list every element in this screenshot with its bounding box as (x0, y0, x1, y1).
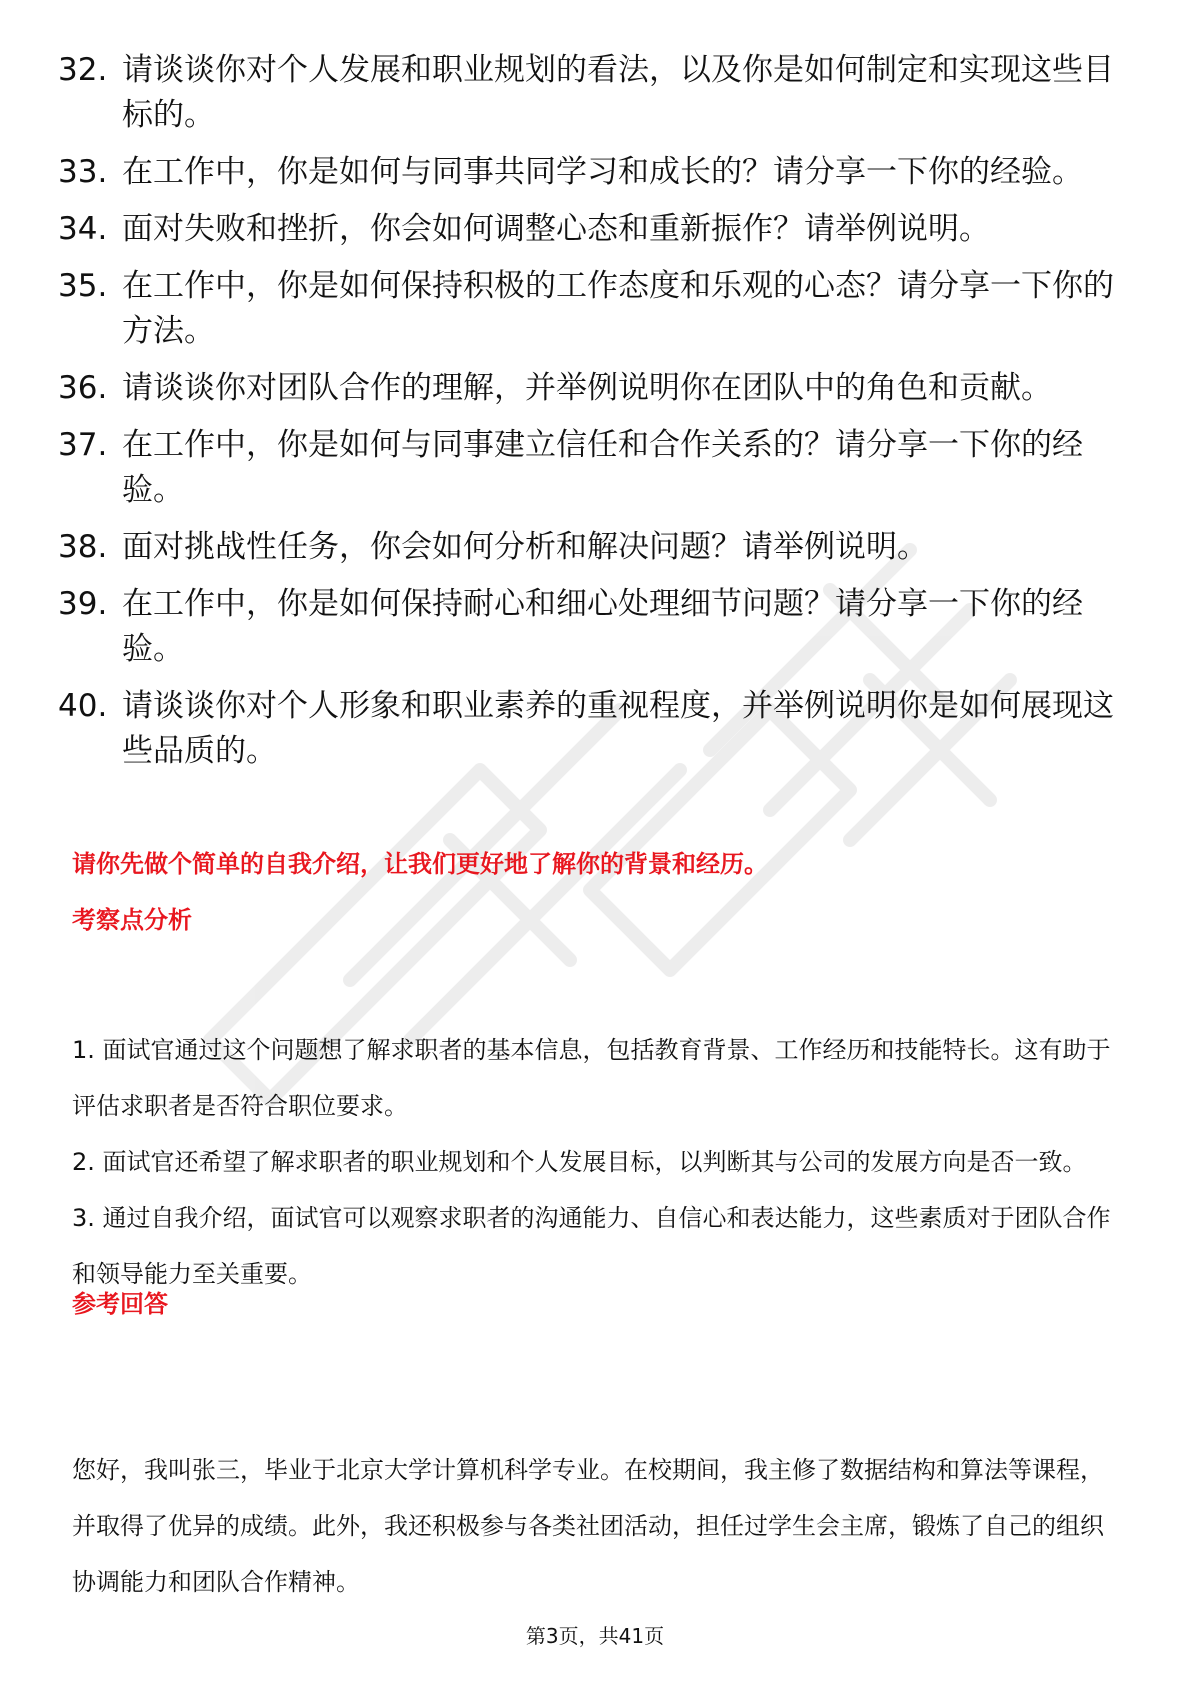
question-item (58, 684, 1118, 774)
question-number: 33. (58, 154, 108, 190)
question-text: 在工作中，你是如何与同事共同学习和成长的？请分享一下你的经验。 (122, 154, 1083, 190)
analysis-title: 考察点分析 (72, 906, 192, 934)
question-item (58, 423, 1118, 513)
analysis-item: 3. 通过自我介绍，面试官可以观察求职者的沟通能力、自信心和表达能力，这些素质对于团队合作和领导能力至关重要。 (72, 1204, 1111, 1288)
question-number: 34. (58, 211, 108, 247)
analysis-item: 1. 面试官通过这个问题想了解求职者的基本信息，包括教育背景、工作经历和技能特长。这有助于评估求职者是否符合职位要求。 (72, 1036, 1111, 1120)
answer-title: 参考回答 (72, 1290, 168, 1318)
analysis-list (72, 1022, 1117, 1302)
question-number: 36. (58, 370, 108, 406)
question-text: 请谈谈你对个人形象和职业素养的重视程度，并举例说明你是如何展现这些品质的。 (122, 688, 1114, 769)
question-item (58, 48, 1118, 138)
question-item (58, 150, 1118, 195)
question-text: 面对挑战性任务，你会如何分析和解决问题？请举例说明。 (122, 529, 928, 565)
question-number: 37. (58, 427, 108, 463)
question-list (58, 48, 1118, 786)
question-text: 在工作中，你是如何与同事建立信任和合作关系的？请分享一下你的经验。 (122, 427, 1083, 508)
question-item (58, 366, 1118, 411)
analysis-item: 2. 面试官还希望了解求职者的职业规划和个人发展目标，以判断其与公司的发展方向是否一致。 (72, 1148, 1087, 1176)
question-text: 请谈谈你对个人发展和职业规划的看法，以及你是如何制定和实现这些目标的。 (122, 52, 1114, 133)
highlight-question: 请你先做个简单的自我介绍，让我们更好地了解你的背景和经历。 (72, 850, 768, 878)
question-number: 39. (58, 586, 108, 622)
question-text: 在工作中，你是如何保持积极的工作态度和乐观的心态？请分享一下你的方法。 (122, 268, 1114, 349)
question-text: 在工作中，你是如何保持耐心和细心处理细节问题？请分享一下你的经验。 (122, 586, 1083, 667)
answer-text: 您好，我叫张三，毕业于北京大学计算机科学专业。在校期间，我主修了数据结构和算法等课程，并取得了优异的成绩。此外，我还积极参与各类社团活动，担任过学生会主席，锻炼了自己的组织协调能力和团队合作精神。 (72, 1456, 1104, 1596)
question-number: 32. (58, 52, 108, 88)
question-item (58, 264, 1118, 354)
question-number: 38. (58, 529, 108, 565)
question-number: 40. (58, 688, 108, 724)
question-item (58, 525, 1118, 570)
question-text: 面对失败和挫折，你会如何调整心态和重新振作？请举例说明。 (122, 211, 990, 247)
question-item (58, 207, 1118, 252)
page-footer: 第3页，共41页 (525, 1624, 665, 1648)
question-item (58, 582, 1118, 672)
question-number: 35. (58, 268, 108, 304)
question-text: 请谈谈你对团队合作的理解，并举例说明你在团队中的角色和贡献。 (122, 370, 1052, 406)
